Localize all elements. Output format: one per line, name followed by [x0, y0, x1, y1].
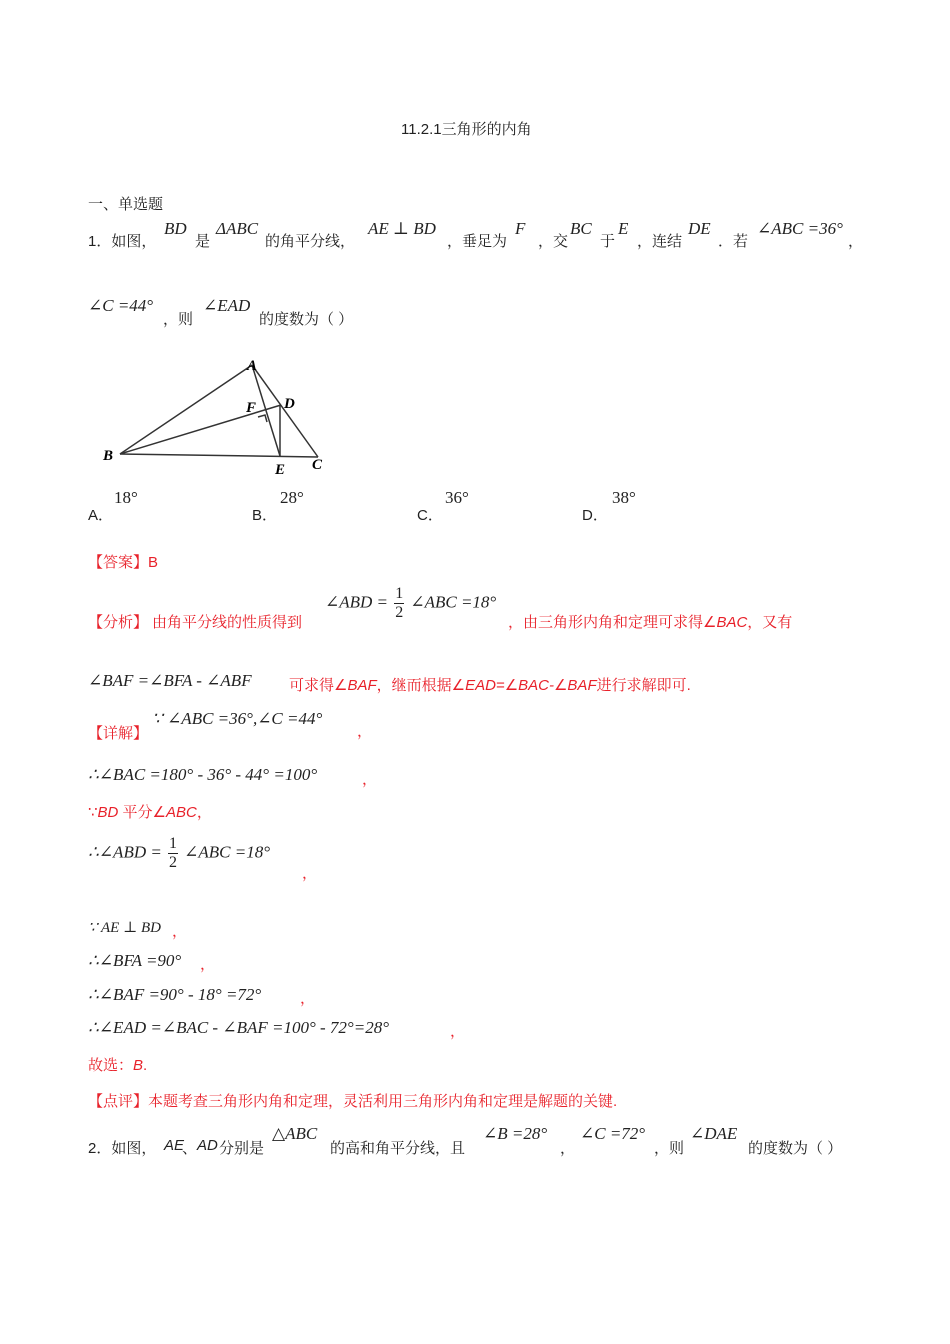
- label-d: D: [284, 396, 295, 412]
- q2-question-text: 的度数为（ ）: [748, 1140, 843, 1157]
- analysis-ead-expr: EAD=∠BAC-∠BAF: [465, 677, 597, 694]
- detail-line-4: [88, 835, 270, 872]
- section-heading: 一、单选题: [88, 196, 164, 213]
- analysis-text-6: 进行求解即可.: [596, 677, 691, 694]
- detail-line-1-end: ，: [357, 723, 373, 740]
- q1-ze: ，则: [163, 311, 194, 328]
- detail-line-7: ∴∠BAF =90° - 18° =72°: [88, 985, 262, 1004]
- q1-angle-abc-36: ∠ABC =36°: [757, 219, 843, 238]
- triangle-figure: [95, 350, 345, 480]
- analysis-formula: [325, 585, 496, 622]
- option-b-letter: B．: [252, 507, 278, 524]
- detail-line-8-end: ，: [450, 1023, 466, 1040]
- detail-choose-value: B: [133, 1057, 144, 1074]
- detail-line-3: [88, 801, 212, 822]
- q2-angle-b-28: ∠B =28°: [483, 1124, 548, 1143]
- q2-number: 2．如图，: [88, 1140, 157, 1157]
- q1-yu: 于: [600, 233, 616, 250]
- option-c-letter: C．: [417, 507, 443, 524]
- q1-e: E: [618, 219, 629, 238]
- detail-line-2: ∴∠BAC =180° - 36° - 44° =100°: [88, 765, 318, 784]
- analysis-tag: 【分析】: [88, 614, 149, 631]
- analysis-text-1: 由角平分线的性质得到: [152, 614, 303, 631]
- detail-half: [168, 835, 178, 872]
- q2-triangle: △ABC: [272, 1124, 318, 1143]
- q1-lianjie: ，连结: [637, 233, 683, 250]
- q1-bisector-text: 的角平分线，: [265, 233, 356, 250]
- comment-text: 本题考查三角形内角和定理，灵活利用三角形内角和定理是解题的关键.: [148, 1093, 618, 1110]
- q1-ruo: ．若: [718, 233, 749, 250]
- analysis-half-num: 1: [395, 585, 404, 602]
- detail-line-8: ∴∠EAD =∠BAC - ∠BAF =100° - 72°=28°: [88, 1018, 389, 1037]
- label-e: E: [275, 462, 286, 478]
- analysis-angle-abd: ∠ABD =: [325, 592, 389, 612]
- right-angle-mark: [258, 415, 267, 422]
- detail-half-den: 2: [169, 854, 177, 871]
- analysis-text-2: [508, 611, 792, 632]
- q2-ad: AD: [197, 1137, 218, 1154]
- detail-bisects: 平分∠: [118, 804, 167, 821]
- label-f: F: [246, 400, 257, 416]
- answer-value: B: [148, 554, 159, 571]
- q1-bc: BC: [570, 219, 592, 238]
- q1-f: F: [515, 219, 526, 238]
- analysis-text-2a: ，由三角形内角和定理可求得∠: [508, 614, 717, 631]
- detail-line-5-end: ，: [172, 923, 188, 940]
- q2-angle-dae: ∠DAE: [690, 1124, 738, 1143]
- label-c: C: [312, 457, 323, 473]
- analysis-bac: BAC: [716, 614, 748, 631]
- q2-dun: 、: [182, 1140, 198, 1157]
- detail-choose: [88, 1054, 147, 1075]
- segment-ae: [252, 365, 280, 456]
- detail-line-6-end: ，: [200, 956, 216, 973]
- q1-comma: ，: [848, 233, 864, 250]
- segment-bd: [120, 405, 281, 454]
- detail-line-5: ∵ AE ⊥ BD: [88, 920, 161, 936]
- option-c-value: 36°: [445, 488, 469, 507]
- analysis-baf: BAF: [347, 677, 377, 694]
- detail-line-3-end: ，: [196, 804, 212, 821]
- option-b-value: 28°: [280, 488, 304, 507]
- detail-choose-text: 故选：: [88, 1057, 134, 1074]
- detail-because: ∵: [88, 804, 98, 821]
- q2-mid-text: 的高和角平分线，且: [330, 1140, 466, 1157]
- detail-line-7-end: ，: [300, 990, 316, 1007]
- q1-bd: BD: [164, 219, 187, 238]
- analysis-text-4: 可求得∠: [289, 677, 348, 694]
- q1-question-text: 的度数为（ ）: [259, 311, 354, 328]
- q2-ae: AE: [164, 1137, 185, 1154]
- q1-de: DE: [688, 219, 711, 238]
- detail-abc: ABC: [166, 804, 197, 821]
- q1-shi: 是: [195, 233, 211, 250]
- detail-line-4-a: ∴∠ABD =: [88, 842, 162, 862]
- answer-tag: 【答案】: [88, 554, 149, 571]
- option-a-value: 18°: [114, 488, 138, 507]
- detail-line-4-b: ∠ABC =18°: [184, 842, 271, 862]
- detail-line-2-end: ，: [362, 771, 378, 788]
- analysis-text-5: ，继而根据∠: [376, 677, 466, 694]
- q1-ae-perp-bd: AE ⊥ BD: [368, 219, 436, 238]
- segment-bc: [120, 454, 318, 457]
- q2-fenbie: 分别是: [219, 1140, 265, 1157]
- detail-line-4-end: ，: [302, 865, 318, 882]
- analysis-line-2-formula: ∠BAF =∠BFA - ∠ABF: [88, 671, 252, 690]
- option-d-value: 38°: [612, 488, 636, 507]
- detail-bd: BD: [97, 804, 119, 821]
- segment-ba: [120, 365, 252, 454]
- q1-number: 1．如图，: [88, 233, 157, 250]
- analysis-text-3: ，又有: [747, 614, 793, 631]
- q1-angle-c-44: ∠C =44°: [88, 296, 154, 315]
- q2-angle-c-72: ∠C =72°: [580, 1124, 646, 1143]
- page-title: 11.2.1三角形的内角: [401, 121, 532, 138]
- detail-line-6: ∴∠BFA =90°: [88, 951, 182, 970]
- q1-triangle: ΔABC: [216, 219, 259, 238]
- option-a-letter: A．: [88, 507, 114, 524]
- label-a: A: [247, 358, 258, 374]
- comment-tag: 【点评】: [88, 1093, 149, 1110]
- comment-line: [88, 1090, 617, 1111]
- q1-foot-text: ，垂足为: [447, 233, 508, 250]
- analysis-line-2-text: [289, 674, 691, 695]
- analysis-half: [394, 585, 404, 622]
- q2-comma: ，: [560, 1140, 576, 1157]
- q1-jiao: ，交: [538, 233, 569, 250]
- detail-tag: 【详解】: [88, 725, 149, 742]
- answer-line: [88, 551, 158, 572]
- label-b: B: [103, 448, 114, 464]
- q2-ze: ，则: [654, 1140, 685, 1157]
- analysis-angle-abc-18: ∠ABC =18°: [410, 592, 497, 612]
- analysis-half-den: 2: [395, 604, 404, 621]
- detail-choose-end: .: [143, 1057, 148, 1074]
- option-d-letter: D．: [582, 507, 608, 524]
- q1-angle-ead: ∠EAD: [203, 296, 251, 315]
- detail-half-num: 1: [169, 835, 177, 852]
- detail-line-1: ∵ ∠ABC =36°,∠C =44°: [152, 709, 323, 728]
